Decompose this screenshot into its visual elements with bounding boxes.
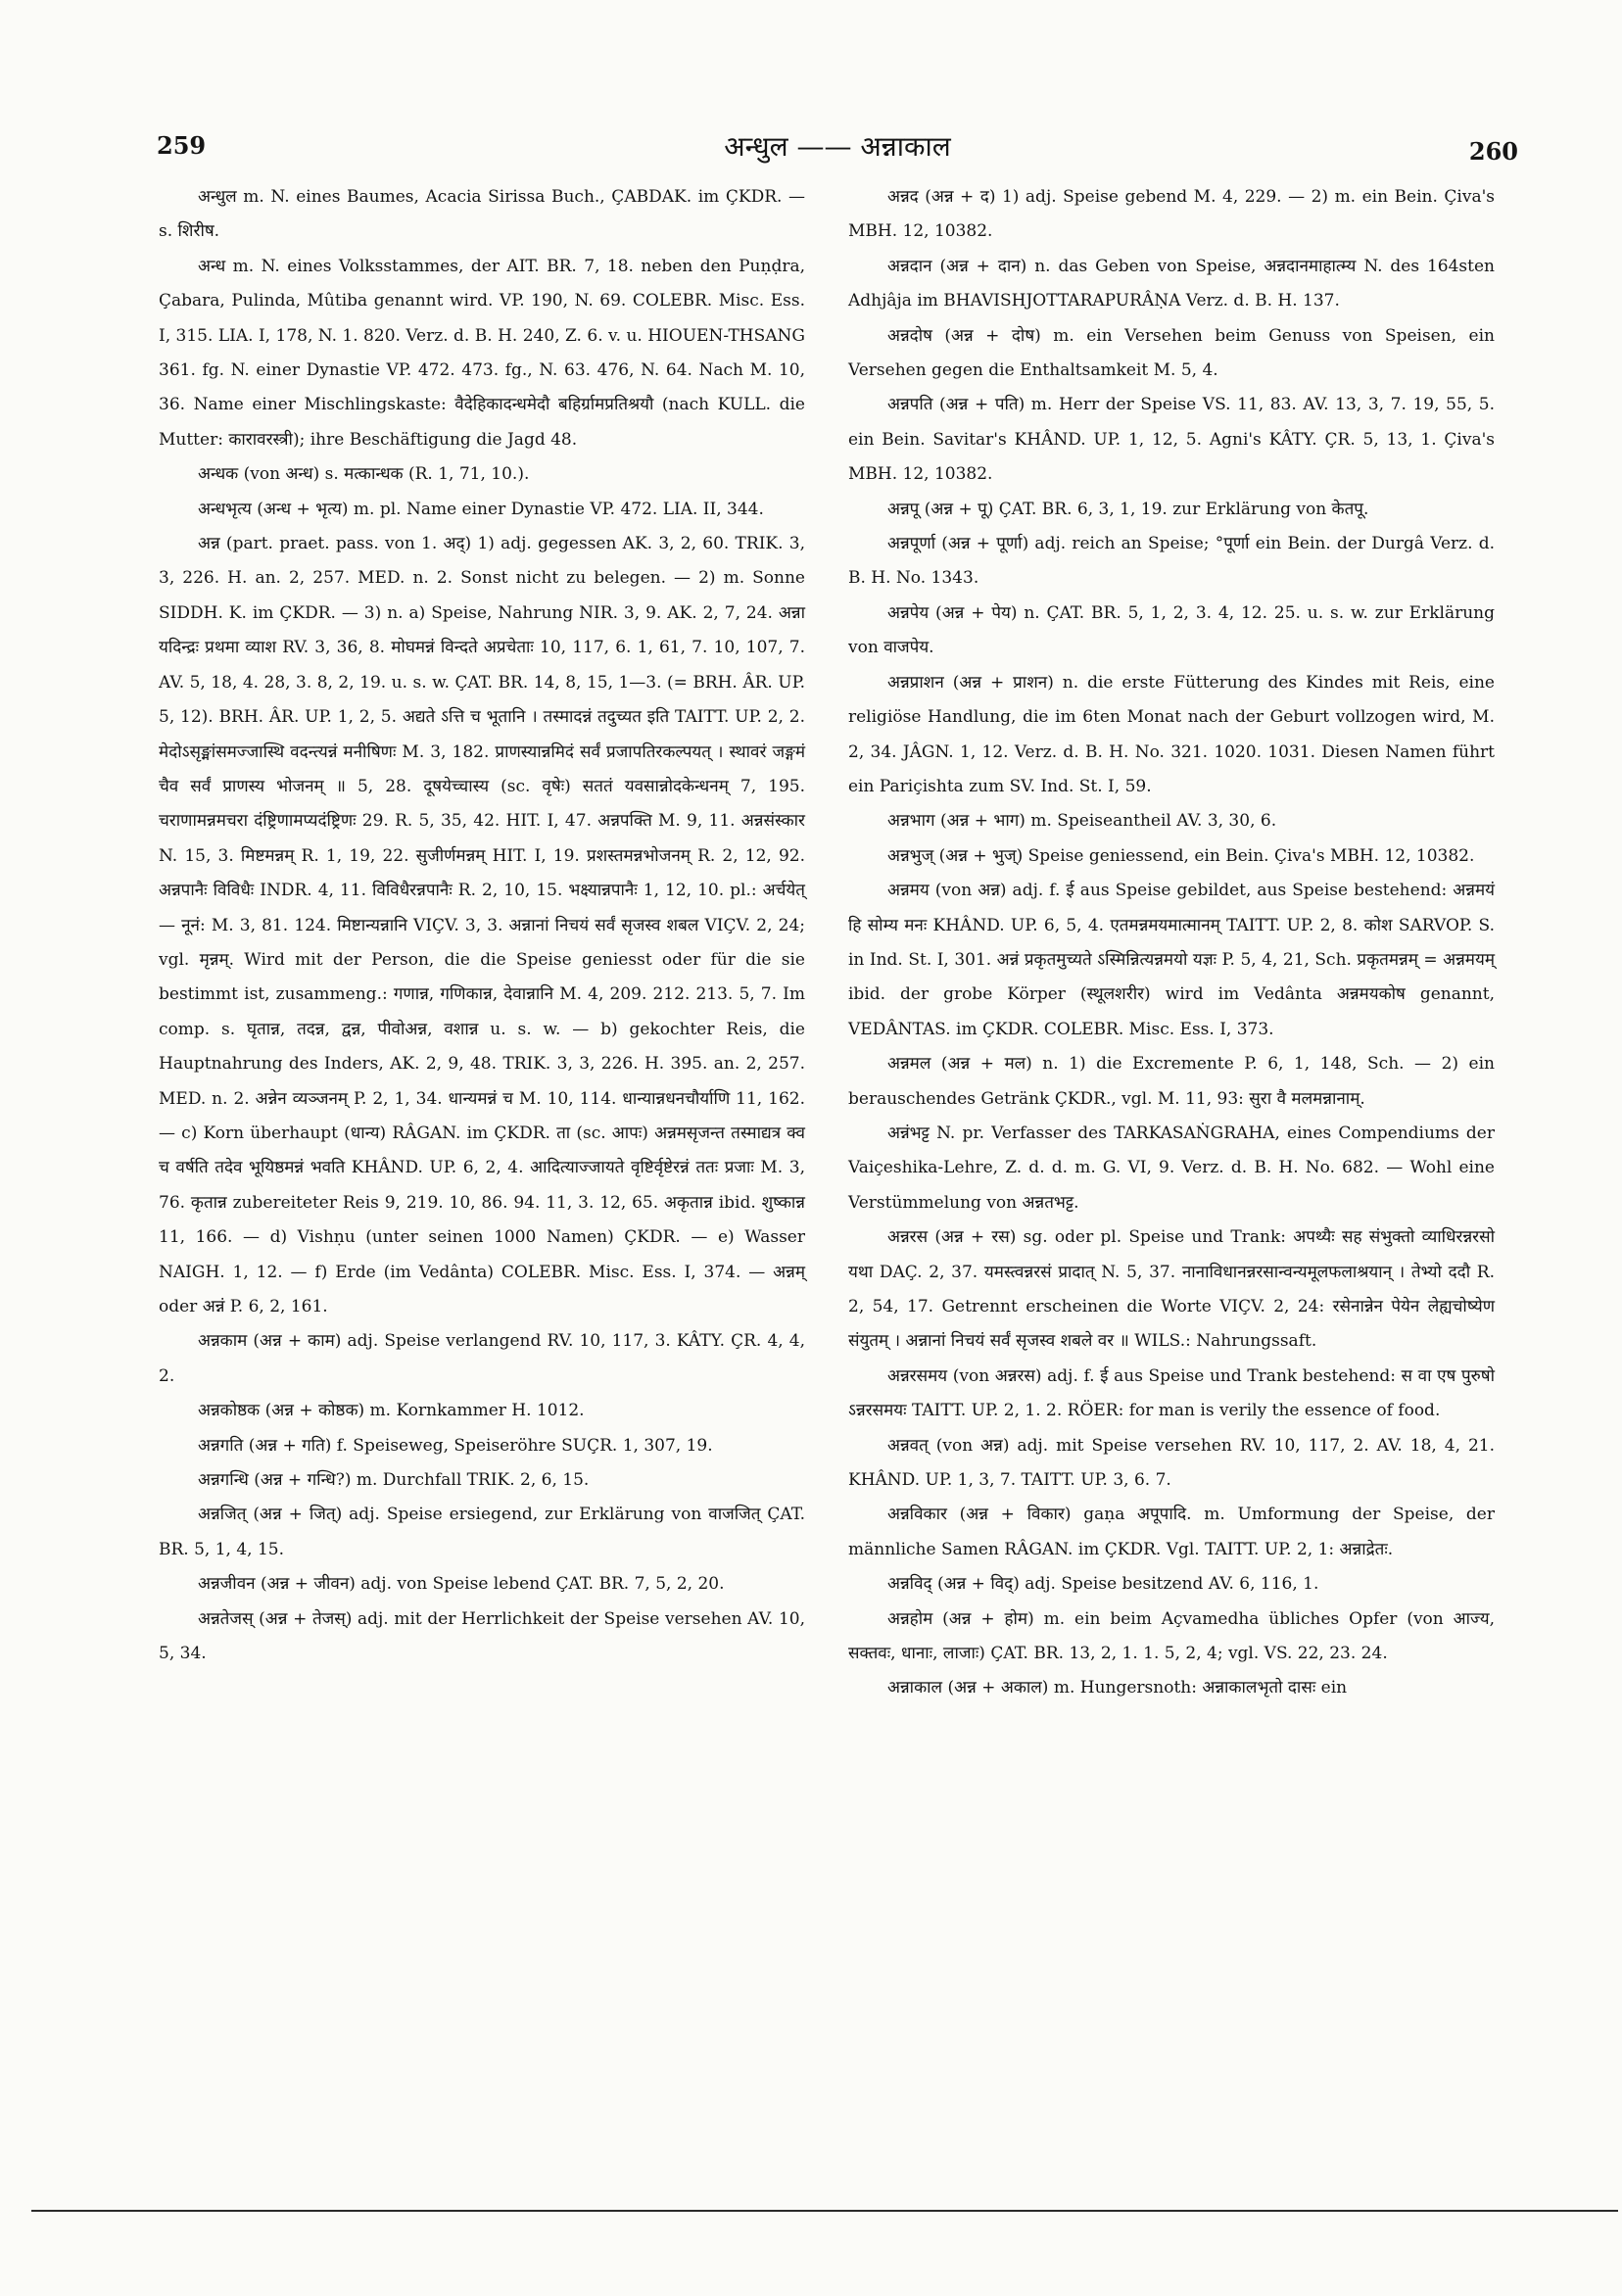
dictionary-entry: अन्नगति (अन्न + गति) f. Speiseweg, Speiseröhre SUÇR. 1, 307, 19. — [198, 1435, 713, 1456]
dictionary-entry: अन्नविकार (अन्न + विकार) gaṇa अपूपादि. m. Umformung der Speise, der männliche Samen RÂGAN. im ÇKDR. Vgl. TAITT. UP. 2, 1: अन्नाद्रेतः. — [848, 1505, 1495, 1559]
dictionary-entry: अन्नभाग (अन्न + भाग) m. Speiseantheil AV. 3, 30, 6. — [887, 811, 1277, 832]
dictionary-entry: अन्नदान (अन्न + दान) n. das Geben von Speise, अन्नदानमाहात्म्य N. des 164sten Adhjâja im BHAVISHJOTTARAPURÂṆA Verz. d. B. H. 137. — [848, 256, 1495, 311]
dictionary-entry: अन्नकोष्ठक (अन्न + कोष्ठक) m. Kornkammer H. 1012. — [198, 1401, 585, 1421]
right-column — [848, 180, 1495, 1706]
left-column — [159, 180, 805, 1671]
dictionary-entry: अन्धक (von अन्ध) s. मत्कान्धक (R. 1, 71, 10.). — [198, 464, 530, 485]
dictionary-entry: अन्नमय (von अन्न) adj. f. ई aus Speise gebildet, aus Speise bestehend: अन्नमयं हि सोम्य मनः KHÂND. UP. 6, 5, 4. एतमन्नमयमात्मानम् TAITT. UP. 2, 8. कोश SARVOP. S. in Ind. St. I, 301. अन्नं प्रकृतमुच्यते ऽस्मिन्नित्यन्नमयो यज्ञः P. 5, 4, 21, Sch. प्रकृतमन्नम् = अन्नमयम् ibid. der grobe Körper (स्थूलशरीर) wird im Vedânta अन्नमयकोष genannt, VEDÂNTAS. im ÇKDR. COLEBR. Misc. Ess. I, 373. — [848, 881, 1495, 1039]
dictionary-entry: अन्नद (अन्न + द) 1) adj. Speise gebend M. 4, 229. — 2) m. ein Bein. Çiva's MBH. 12, 10382. — [848, 187, 1495, 242]
dictionary-entry: अन्धुल m. N. eines Baumes, Acacia Sirissa Buch., ÇABDAK. im ÇKDR. — s. शिरीष. — [159, 187, 805, 242]
dictionary-entry: अन्नविद् (अन्न + विद्) adj. Speise besitzend AV. 6, 116, 1. — [887, 1574, 1319, 1595]
dictionary-entry: अन्नदोष (अन्न + दोष) m. ein Versehen beim Genuss von Speisen, ein Versehen gegen die Enthaltsamkeit M. 5, 4. — [848, 325, 1495, 381]
dictionary-entry: अन्नजित् (अन्न + जित्) adj. Speise ersiegend, zur Erklärung von वाजजित् ÇAT. BR. 5, 1, 4, 15. — [159, 1505, 805, 1559]
running-head: अन्धुल —— अन्नाकाल — [724, 130, 951, 163]
page-number-left: 259 — [157, 131, 207, 160]
dictionary-entry: अन्नवत् (von अन्न) adj. mit Speise versehen RV. 10, 117, 2. AV. 18, 4, 21. KHÂND. UP. 1, 3, 7. TAITT. UP. 3, 6. 7. — [848, 1435, 1495, 1491]
dictionary-entry: अन्नरसमय (von अन्नरस) adj. f. ई aus Speise und Trank bestehend: स वा एष पुरुषो ऽन्नरसमयः TAITT. UP. 2, 1. 2. RÖER: for man is verily the essence of food. — [848, 1365, 1495, 1421]
dictionary-entry: अन्नंभट्ट N. pr. Verfasser des TARKASAṄGRAHA, eines Compendiums der Vaiçeshika-Lehre, Z. d. d. m. G. VI, 9. Verz. d. B. H. No. 682. — Wohl eine Verstümmelung von अन्नतभट्ट. — [848, 1123, 1495, 1213]
dictionary-entry: अन्नपति (अन्न + पति) m. Herr der Speise VS. 11, 83. AV. 13, 3, 7. 19, 55, 5. ein Bein. Savitar's KHÂND. UP. 1, 12, 5. Agni's KÂTY. ÇR. 5, 13, 1. Çiva's MBH. 12, 10382. — [848, 395, 1495, 485]
dictionary-entry: अन्नजीवन (अन्न + जीवन) adj. von Speise lebend ÇAT. BR. 7, 5, 2, 20. — [198, 1574, 725, 1595]
dictionary-entry: अन्नमल (अन्न + मल) n. 1) die Excremente P. 6, 1, 148, Sch. — 2) ein berauschendes Getränk ÇKDR., vgl. M. 11, 93: सुरा वै मलमन्नानाम्. — [848, 1054, 1495, 1109]
page-number-right: 260 — [1468, 137, 1518, 166]
dictionary-entry: अन्ध m. N. eines Volksstammes, der AIT. BR. 7, 18. neben den Puṇḍra, Çabara, Pulinda, Mûtiba genannt wird. VP. 190, N. 69. COLEBR. Misc. Ess. I, 315. LIA. I, 178, N. 1. 820. Verz. d. B. H. 240, Z. 6. v. u. HIOUEN-THSANG 361. fg. N. einer Dynastie VP. 472. 473. fg., N. 63. 476, N. 64. Nach M. 10, 36. Name einer Mischlingskaste: वैदेहिकादन्धमेदौ बहिर्ग्रामप्रतिश्रयौ (nach KULL. die Mutter: कारावरस्त्री); ihre Beschäftigung die Jagd 48. — [159, 256, 805, 450]
dictionary-entry: अन्नगन्धि (अन्न + गन्धि?) m. Durchfall TRIK. 2, 6, 15. — [198, 1470, 590, 1491]
dictionary-entry: अन्नाकाल (अन्न + अकाल) m. Hungersnoth: अन्नाकालभृतो दासः ein — [887, 1678, 1348, 1698]
dictionary-entry: अन्नपू (अन्न + पू) ÇAT. BR. 6, 3, 1, 19. zur Erklärung von केतपू. — [887, 499, 1369, 519]
dictionary-entry: अन्नतेजस् (अन्न + तेजस्) adj. mit der Herrlichkeit der Speise versehen AV. 10, 5, 34. — [159, 1608, 805, 1664]
dictionary-entry: अन्धभृत्य (अन्ध + भृत्य) m. pl. Name einer Dynastie VP. 472. LIA. II, 344. — [198, 499, 764, 519]
page-header — [157, 127, 1518, 176]
bottom-rule — [31, 2210, 1618, 2212]
dictionary-entry: अन्नहोम (अन्न + होम) m. ein beim Açvamedha übliches Opfer (von आज्य, सक्तवः, धानाः, लाजाः) ÇAT. BR. 13, 2, 1. 1. 5, 2, 4; vgl. VS. 22, 23. 24. — [848, 1608, 1495, 1664]
dictionary-entry: अन्नपेय (अन्न + पेय) n. ÇAT. BR. 5, 1, 2, 3. 4, 12. 25. u. s. w. zur Erklärung von वाजपेय. — [848, 602, 1495, 658]
dictionary-entry: अन्नभुज् (अन्न + भुज्) Speise geniessend, ein Bein. Çiva's MBH. 12, 10382. — [887, 845, 1475, 866]
dictionary-entry: अन्नपूर्णा (अन्न + पूर्णा) adj. reich an Speise; °पूर्णा ein Bein. der Durgâ Verz. d. B. H. No. 1343. — [848, 534, 1495, 589]
dictionary-entry: अन्नरस (अन्न + रस) sg. oder pl. Speise und Trank: अपथ्यैः सह संभुक्तो व्याधिरन्नरसो यथा DAÇ. 2, 37. यमस्त्वन्नरसं प्रादात् N. 5, 37. नानाविधानन्नरसान्वन्यमूलफलाश्रयान् । तेभ्यो ददौ R. 2, 54, 17. Getrennt erscheinen die Worte VIÇV. 2, 24: रसेनान्नेन पेयेन लेह्यचोष्येण संयुतम् । अन्नानां निचयं सर्वं सृजस्व शबले वर ॥ WILS.: Nahrungssaft. — [848, 1227, 1496, 1352]
dictionary-entry: अन्न (part. praet. pass. von 1. अद्) 1) adj. gegessen AK. 3, 2, 60. TRIK. 3, 3, 226. H. an. 2, 257. MED. n. 2. Sonst nicht zu belegen. — 2) m. Sonne SIDDH. K. im ÇKDR. — 3) n. a) Speise, Nahrung NIR. 3, 9. AK. 2, 7, 24. अन्ना यदिन्द्रः प्रथमा व्याश RV. 3, 36, 8. मोघमन्नं विन्दते अप्रचेताः 10, 117, 6. 1, 61, 7. 10, 107, 7. AV. 5, 18, 4. 28, 3. 8, 2, 19. u. s. w. ÇAT. BR. 14, 8, 15, 1—3. (= BRH. ÂR. UP. 5, 12). BRH. ÂR. UP. 1, 2, 5. अद्यते ऽत्ति च भूतानि । तस्मादन्नं तदुच्यत इति TAITT. UP. 2, 2. मेदोऽसृङ्मांसमज्जास्थि वदन्त्यन्नं मनीषिणः M. 3, 182. प्राणस्यान्नमिदं सर्वं प्रजापतिरकल्पयत् । स्थावरं जङ्गमं चैव सर्वं प्राणस्य भोजनम् ॥ 5, 28. दूषयेच्चास्य (sc. वृषेः) सततं यवसान्नोदकेन्धनम् 7, 195. चराणामन्नमचरा दंष्ट्रिणामप्यदंष्ट्रिणः 29. R. 5, 35, 42. HIT. I, 47. अन्नपक्ति M. 9, 11. अन्नसंस्कार N. 15, 3. मिष्टमन्नम् R. 1, 19, 22. सुजीर्णमन्नम् HIT. I, 19. प्रशस्तमन्नभोजनम् R. 2, 12, 92. अन्नपानैः विविधैः INDR. 4, 11. विविधैरन्नपानैः R. 2, 10, 15. भक्ष्यान्नपानैः 1, 12, 10. pl.: अर्चयेत् — नूनं: M. 3, 81. 124. मिष्टान्यन्नानि VIÇV. 3, 3. अन्नानां निचयं सर्वं सृजस्व शबल VIÇV. 2, 24; vgl. मृन्नम्. Wird mit der Person, die die Speise geniesst oder für die sie bestimmt ist, zusammeng.: गणान्न, गणिकान्न, देवान्नानि M. 4, 209. 212. 213. 5, 7. Im comp. s. घृतान्न, तदन्न, द्वन्न, पीवोअन्न, वशान्न u. s. w. — b) gekochter Reis, die Hauptnahrung des Inders, AK. 2, 9, 48. TRIK. 3, 3, 226. H. 395. an. 2, 257. MED. n. 2. अन्नेन व्यञ्जनम् P. 2, 1, 34. धान्यमन्नं च M. 10, 114. धान्यान्नधनचौर्याणि 11, 162. — c) Korn überhaupt (धान्य) RÂGAN. im ÇKDR. ता (sc. आपः) अन्नमसृजन्त तस्माद्यत्र क्व च वर्षति तदेव भूयिष्ठमन्नं भवति KHÂND. UP. 6, 2, 4. आदित्याज्जायते वृष्टिर्वृष्टेरन्नं ततः प्रजाः M. 3, 76. कृतान्न zubereiteter Reis 9, 219. 10, 86. 94. 11, 3. 12, 65. अकृतान्न ibid. शुष्कान्न 11, 166. — d) Vishṇu (unter seinen 1000 Namen) ÇKDR. — e) Wasser NAIGH. 1, 12. — f) Erde (im Vedânta) COLEBR. Misc. Ess. I, 374. — अन्नम् oder अन्नं P. 6, 2, 161. — [159, 534, 805, 1316]
dictionary-entry: अन्नप्राशन (अन्न + प्राशन) n. die erste Fütterung des Kindes mit Reis, eine religiöse Handlung, die im 6ten Monat nach der Geburt vollzogen wird, M. 2, 34. JÂGN. 1, 12. Verz. d. B. H. No. 321. 1020. 1031. Diesen Namen führt ein Pariçishta zum SV. Ind. St. I, 59. — [848, 672, 1495, 796]
dictionary-entry: अन्नकाम (अन्न + काम) adj. Speise verlangend RV. 10, 117, 3. KÂTY. ÇR. 4, 4, 2. — [159, 1331, 805, 1386]
